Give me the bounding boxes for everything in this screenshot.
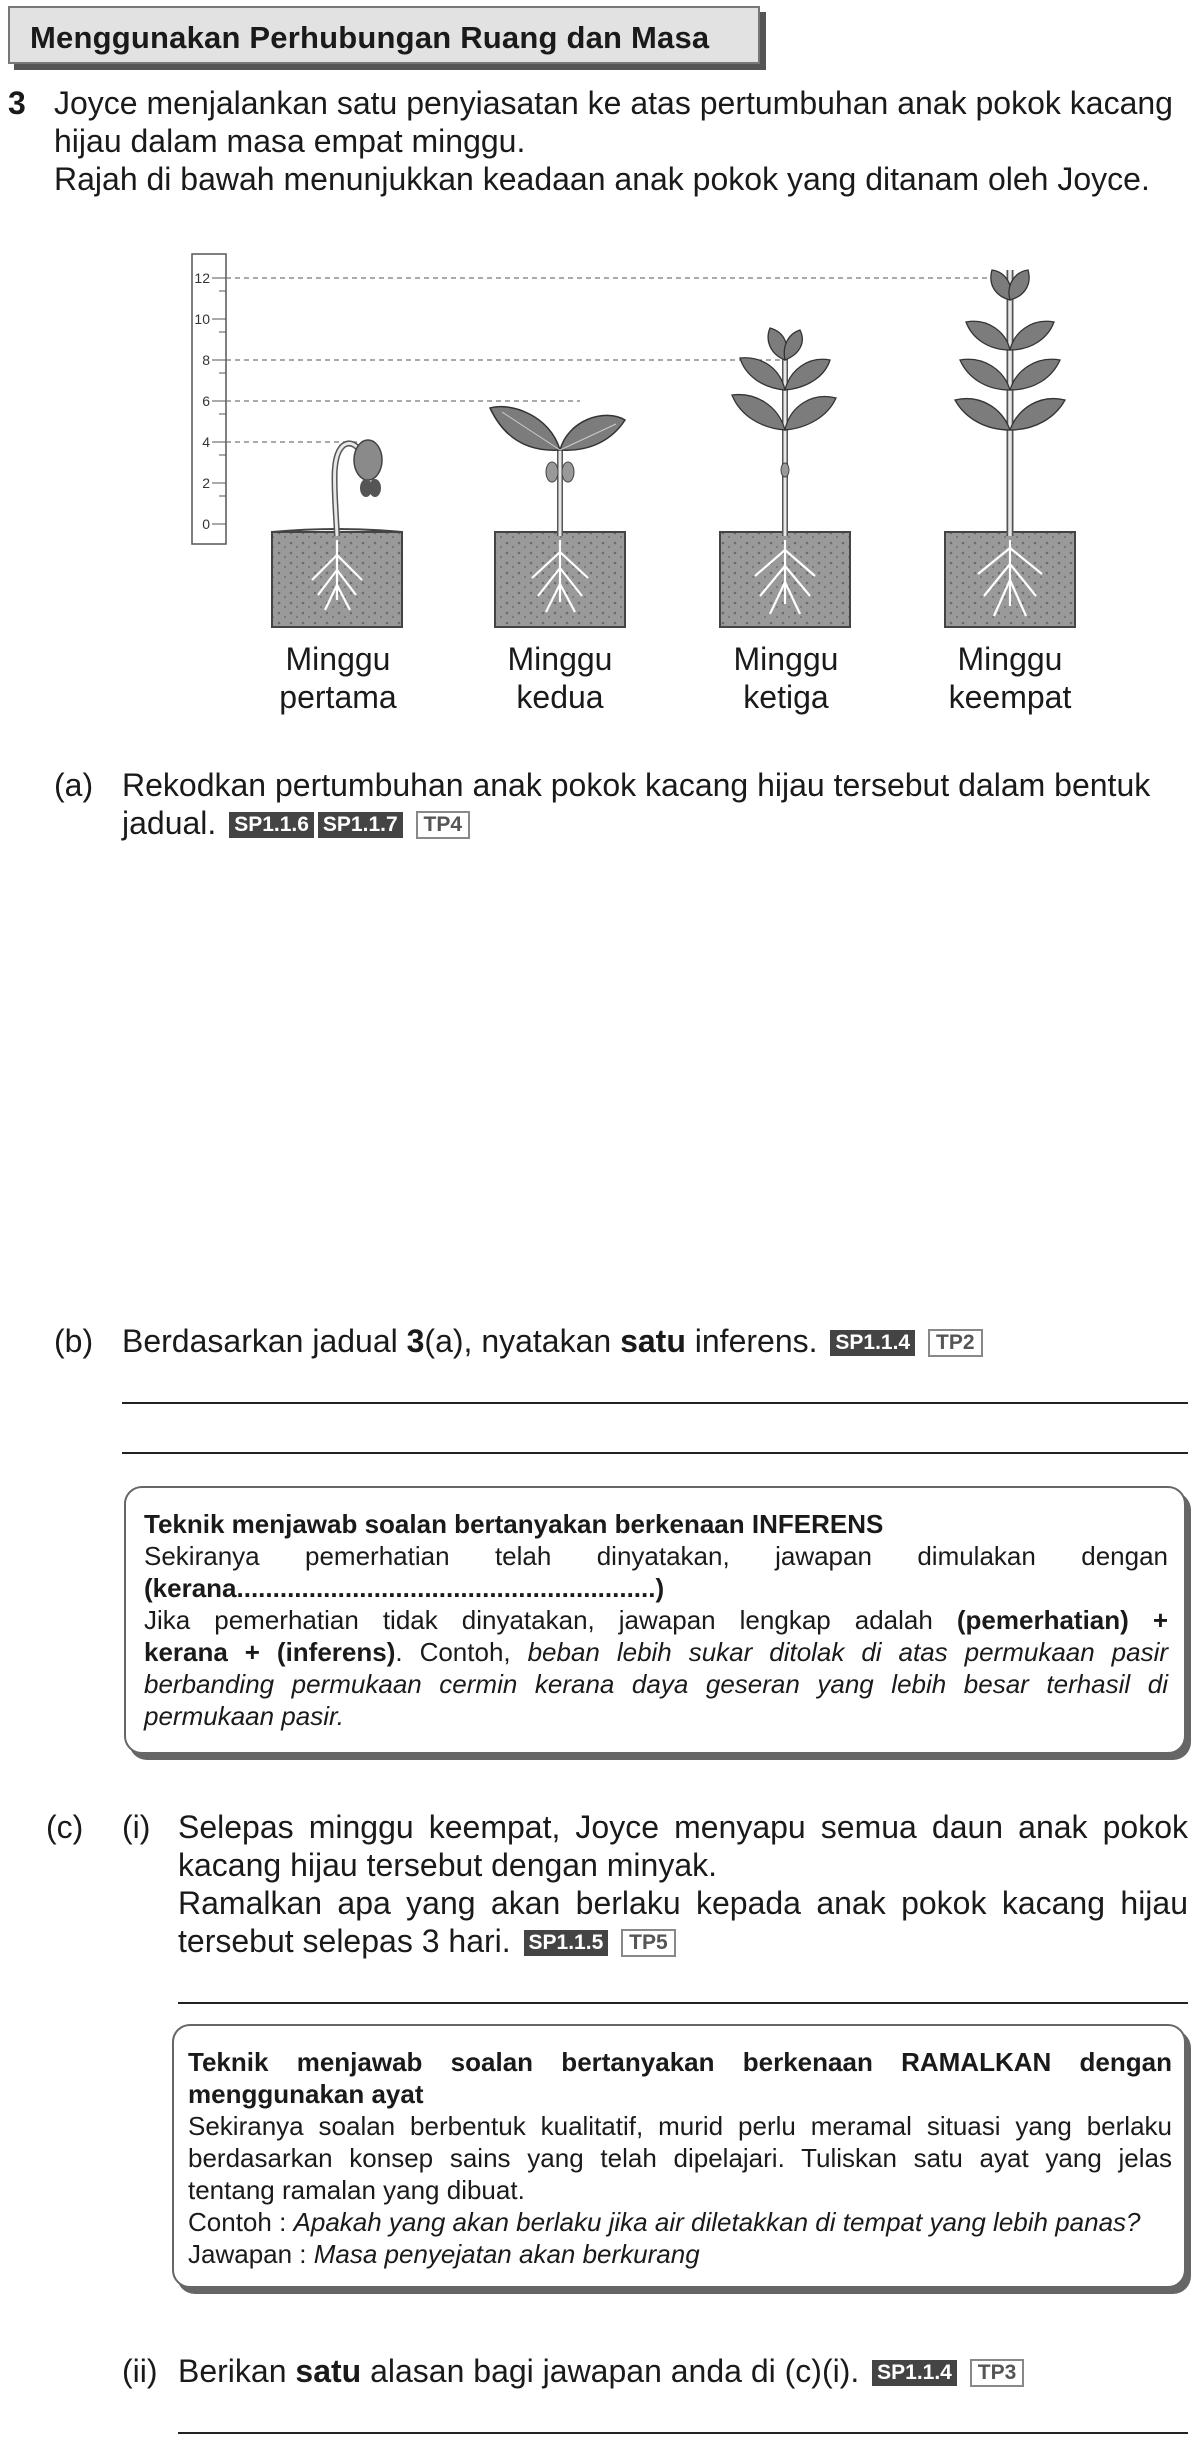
- ruler-tick-12: 12: [194, 270, 210, 286]
- roots: [312, 540, 1042, 616]
- question-number: 3: [8, 85, 26, 121]
- tp-tag: TP4: [416, 811, 471, 839]
- caption-week-3: Minggu ketiga: [733, 641, 839, 715]
- part-b-label: (b): [54, 1323, 94, 1359]
- ruler-tick-2: 2: [202, 475, 210, 491]
- answer-line-c-i[interactable]: [178, 2002, 1188, 2004]
- tip-inferens-line2: (kerana..........................................................): [144, 1573, 665, 1603]
- seedling-week-3: [732, 328, 836, 536]
- tip-box-ramalkan: [172, 2024, 1186, 2288]
- tip-box-inferens: [124, 1486, 1186, 1754]
- tip-ramalkan-line2: berdasarkan konsep sains yang telah dipelajari. Tuliskan satu ayat yang jelas: [188, 2143, 1172, 2173]
- tip-ramalkan-title-line2: menggunakan ayat: [188, 2079, 424, 2109]
- tip-inferens-line4: kerana + (inferens). Contoh, beban lebih sukar ditolak di atas permukaan pasir: [144, 1637, 1169, 1667]
- part-c-ii-question: Berikan satu alasan bagi jawapan anda di (c)(i). SP1.1.4 TP3: [178, 2352, 1024, 2390]
- plant-growth-diagram: [180, 240, 1100, 640]
- section-header: [8, 6, 760, 64]
- tp-tag: TP2: [928, 1329, 983, 1357]
- question-intro-line3: Rajah di bawah menunjukkan keadaan anak pokok yang ditanam oleh Joyce.: [54, 161, 1150, 197]
- tip-inferens-line5: berbanding permukaan cermin kerana daya geseran yang lebih besar terhasil di: [144, 1669, 1168, 1699]
- part-a-line2: jadual.: [122, 805, 217, 841]
- ruler: [192, 254, 226, 544]
- caption-week-2: Minggu kedua: [507, 641, 613, 715]
- part-c-ii-label: (ii): [122, 2353, 158, 2389]
- caption-week-4: Minggu keempat: [948, 641, 1072, 715]
- sp-tag: SP1.1.6: [229, 812, 314, 838]
- part-c-i-line2: kacang hijau tersebut dengan minyak.: [178, 1847, 718, 1883]
- sp-tag: SP1.1.7: [318, 812, 403, 838]
- part-c-i-line1: Selepas minggu keempat, Joyce menyapu semua daun anak pokok: [178, 1809, 1188, 1845]
- part-a-line1: Rekodkan pertumbuhan anak pokok kacang hijau tersebut dalam bentuk: [122, 767, 1151, 803]
- answer-line-b2[interactable]: [122, 1452, 1188, 1454]
- part-c-i-line3: Ramalkan apa yang akan berlaku kepada anak pokok kacang hijau: [178, 1885, 1188, 1921]
- tip-inferens-line3: Jika pemerhatian tidak dinyatakan, jawapan lengkap adalah (pemerhatian) +: [144, 1605, 1169, 1635]
- part-c-label: (c): [46, 1809, 84, 1845]
- tip-inferens-line6: permukaan pasir.: [144, 1701, 344, 1731]
- question-intro-line1: Joyce menjalankan satu penyiasatan ke atas pertumbuhan anak pokok kacang: [54, 85, 1173, 121]
- ruler-tick-10: 10: [194, 311, 210, 327]
- part-c-i-line4: tersebut selepas 3 hari.: [178, 1923, 511, 1959]
- seedling-week-4: [955, 270, 1065, 536]
- section-title: Menggunakan Perhubungan Ruang dan Masa: [30, 20, 710, 55]
- tip-ramalkan-line3: tentang ramalan yang dibuat.: [188, 2175, 525, 2205]
- tip-inferens-line1: Sekiranya pemerhatian telah dinyatakan, jawapan dimulakan dengan: [144, 1541, 1168, 1571]
- caption-week-1: Minggu pertama: [279, 641, 397, 715]
- tip-ramalkan-answer: Jawapan : Masa penyejatan akan berkurang: [188, 2239, 700, 2269]
- part-b-question: Berdasarkan jadual 3(a), nyatakan satu inferens. SP1.1.4 TP2: [122, 1322, 983, 1360]
- part-c-i-line4-wrap: [178, 1922, 676, 1960]
- tip-ramalkan-title-line1: Teknik menjawab soalan bertanyakan berkenaan RAMALKAN dengan: [188, 2047, 1172, 2077]
- tp-tag: TP3: [970, 2359, 1025, 2387]
- ruler-tick-4: 4: [202, 434, 210, 450]
- sp-tag: SP1.1.5: [524, 1930, 609, 1956]
- ruler-tick-6: 6: [202, 393, 210, 409]
- answer-line-c-ii[interactable]: [178, 2432, 1188, 2434]
- question-intro-line2: hijau dalam masa empat minggu.: [54, 123, 526, 159]
- seedling-week-2: [490, 407, 625, 536]
- part-c-i-label: (i): [122, 1809, 151, 1845]
- answer-line-b1[interactable]: [122, 1402, 1188, 1404]
- tp-tag: TP5: [621, 1929, 676, 1957]
- tip-ramalkan-example: Contoh : Apakah yang akan berlaku jika air diletakkan di tempat yang lebih panas?: [188, 2207, 1141, 2237]
- part-a-label: (a): [54, 767, 94, 803]
- part-a-line2-wrap: [122, 804, 470, 842]
- height-guides: [226, 278, 1020, 442]
- sp-tag: SP1.1.4: [830, 1330, 915, 1356]
- ruler-tick-8: 8: [202, 352, 210, 368]
- tip-inferens-title: Teknik menjawab soalan bertanyakan berkenaan INFERENS: [144, 1509, 884, 1539]
- tip-ramalkan-line1: Sekiranya soalan berbentuk kualitatif, murid perlu meramal situasi yang berlaku: [188, 2111, 1172, 2141]
- ruler-tick-0: 0: [202, 516, 210, 532]
- sp-tag: SP1.1.4: [872, 2360, 957, 2386]
- seedling-week-1: [334, 440, 382, 536]
